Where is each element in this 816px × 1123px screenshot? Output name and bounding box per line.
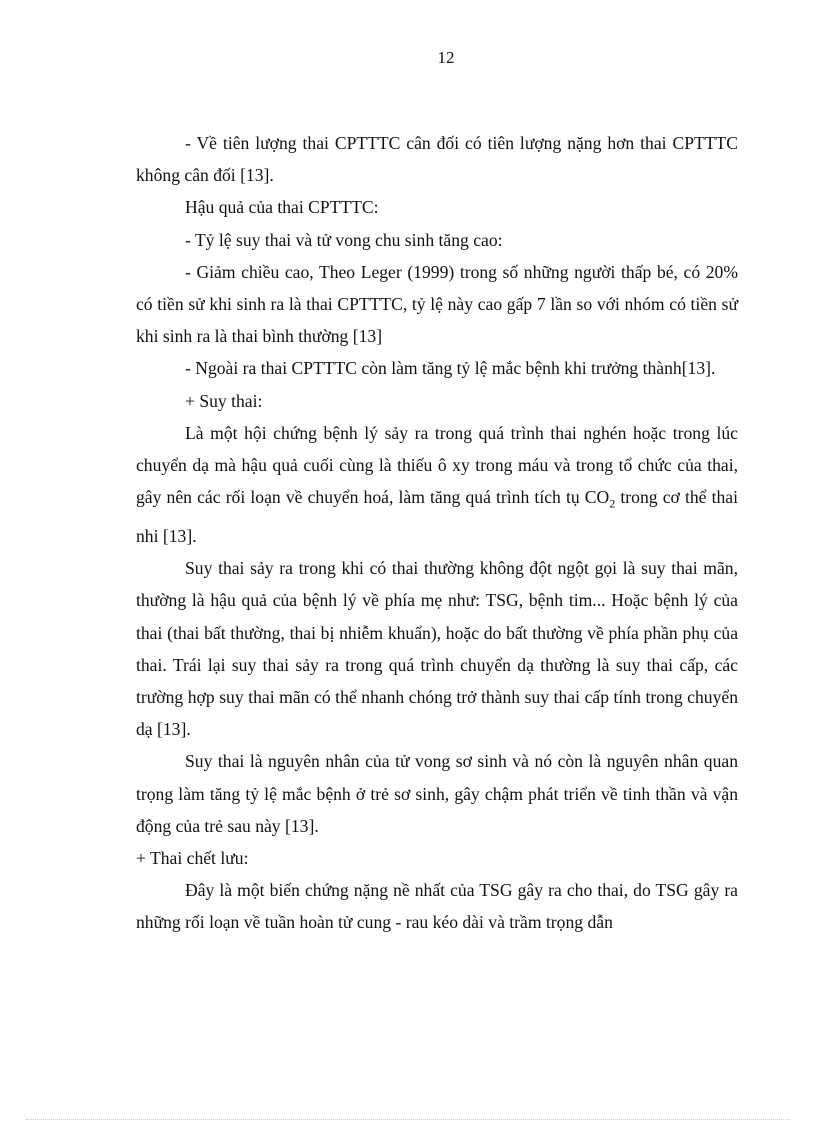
paragraph-consequences-heading: Hậu quả của thai CPTTTC: — [185, 197, 379, 218]
page-bottom-border — [26, 1119, 790, 1120]
heading-stillbirth: + Thai chết lưu: — [136, 847, 249, 868]
co2-subscript: 2 — [609, 496, 616, 511]
paragraph-height-reduction: - Giảm chiều cao, Theo Leger (1999) trong số những người thấp bé, có 20% có tiền sử khi sinh ra là thai CPTTTC, tỷ lệ này cao gấp 7 lần so với nhóm có tiền sử khi sinh ra là thai bình thường [13] — [136, 261, 738, 347]
paragraph-fetal-distress-definition — [136, 417, 738, 552]
page-number: 12 — [437, 48, 455, 67]
heading-fetal-distress: + Suy thai: — [185, 390, 263, 411]
paragraph-adult-disease: - Ngoài ra thai CPTTTC còn làm tăng tỷ lệ mắc bệnh khi trưởng thành[13]. — [185, 358, 716, 379]
definition-text-end: trong cơ thể thai nhi [13]. — [136, 487, 738, 546]
paragraph-chronic-acute-distress: Suy thai sảy ra trong khi có thai thường không đột ngột gọi là suy thai mãn, thường là hậu quả của bệnh lý về phía mẹ như: TSG, bệnh tim... Hoặc bệnh lý của thai (thai bất thường, thai bị nhiễm khuẩn), hoặc do bất thường về phía phần phụ của thai. Trái lại suy thai sảy ra trong quá trình chuyển dạ thường là suy thai cấp, các trường hợp suy thai mãn có thể nhanh chóng trở thành suy thai cấp tính trong chuyển dạ [13]. — [136, 558, 738, 740]
document-body — [136, 127, 738, 939]
definition-text: Là một hội chứng bệnh lý sảy ra trong quá trình thai nghén hoặc trong lúc chuyển dạ mà hậu quả cuối cùng là thiếu ô xy trong máu và trong tổ chức của thai, gây nên các rối loạn về chuyển hoá, làm tăng quá trình tích tụ CO — [136, 422, 738, 508]
paragraph-prognosis: - Về tiên lượng thai CPTTTC cân đối có tiên lượng nặng hơn thai CPTTTC không cân đối [13]. — [136, 133, 738, 186]
paragraph-neonatal-mortality: Suy thai là nguyên nhân của tử vong sơ sinh và nó còn là nguyên nhân quan trọng làm tăng tỷ lệ mắc bệnh ở trẻ sơ sinh, gây chậm phát triển về tinh thần và vận động của trẻ sau này [13]. — [136, 751, 738, 836]
paragraph-stillbirth: Đây là một biến chứng nặng nề nhất của TSG gây ra cho thai, do TSG gây ra những rối loạn về tuần hoàn tử cung - rau kéo dài và trầm trọng dẫn — [136, 880, 738, 933]
paragraph-fetal-distress-rate: - Tỷ lệ suy thai và tử vong chu sinh tăng cao: — [185, 229, 503, 250]
